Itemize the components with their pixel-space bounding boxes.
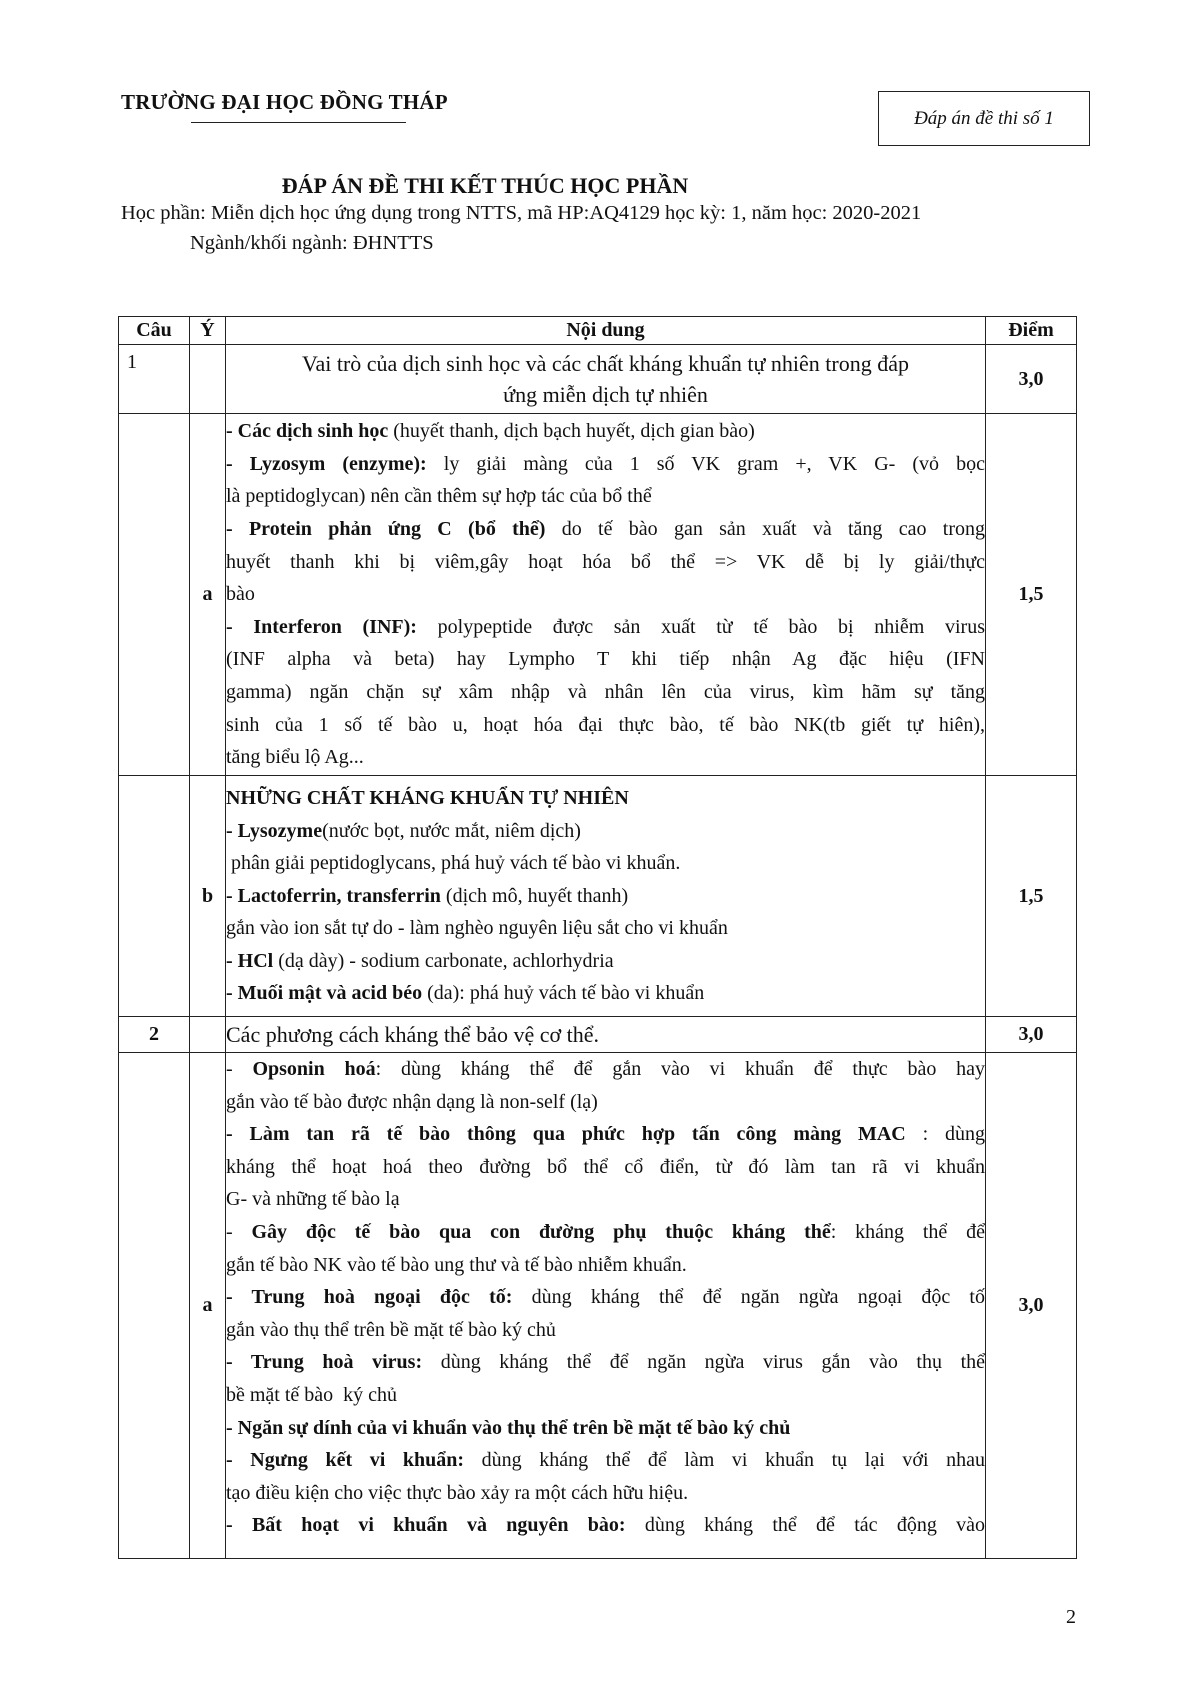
exam-code: Đáp án đề thi số 1 <box>914 107 1054 129</box>
answer-line <box>226 977 985 1010</box>
question-title-line: ứng miễn dịch tự nhiên <box>503 382 708 407</box>
bold-term: - Bất hoạt vi khuẩn và nguyên bào: <box>226 1514 626 1537</box>
answer-content <box>226 1053 986 1559</box>
question-title <box>226 345 986 414</box>
answer-line <box>226 1477 985 1510</box>
score: 3,0 <box>986 1017 1077 1053</box>
header-diem: Điểm <box>986 317 1077 345</box>
major-info: Ngành/khối ngành: ĐHNTTS <box>190 232 434 254</box>
answer-text: do tế bào gan sản xuất và tăng cao trong <box>545 518 986 541</box>
bold-term: - Lysozyme <box>226 819 323 842</box>
answer-line <box>226 782 985 815</box>
answer-text: tăng biểu lộ Ag... <box>226 746 364 769</box>
answer-text: huyết thanh khi bị viêm,gây hoạt hóa bổ thể => VK dễ bị ly giải/thực <box>226 550 985 573</box>
exam-code-box <box>878 91 1090 146</box>
course-info: Học phần: Miễn dịch học ứng dụng trong NTTS, mã HP:AQ4129 học kỳ: 1, năm học: 2020-2021 <box>121 202 922 224</box>
answer-line <box>226 480 985 513</box>
answer-line <box>226 1216 985 1249</box>
answer-line <box>226 1314 985 1347</box>
answer-line <box>226 741 985 774</box>
sub-item: a <box>190 1053 226 1559</box>
answer-line <box>226 1086 985 1119</box>
answer-text: (INF alpha và beta) hay Lympho T khi tiếp nhận Ag đặc hiệu (IFN <box>226 648 985 671</box>
answer-line <box>226 676 985 709</box>
page-number: 2 <box>1066 1606 1076 1628</box>
question-number <box>119 414 190 776</box>
table-row-1b <box>119 776 1077 1017</box>
answer-text: : dùng <box>905 1123 985 1146</box>
answer-text: kháng thể hoạt hoá theo đường bổ thể cổ điển, từ đó làm tan rã vi khuẩn <box>226 1155 985 1178</box>
answer-table <box>118 316 1077 1559</box>
answer-text: (huyết thanh, dịch bạch huyết, dịch gian bào) <box>388 420 755 443</box>
answer-line <box>226 1412 985 1445</box>
answer-line <box>226 847 985 880</box>
bold-term: - HCl <box>226 949 274 972</box>
answer-text: gắn vào ion sắt tự do - làm nghèo nguyên liệu sắt cho vi khuẩn <box>226 917 728 940</box>
school-name: TRƯỜNG ĐẠI HỌC ĐỒNG THÁP <box>121 90 448 114</box>
sub-item: b <box>190 776 226 1017</box>
answer-text: : dùng kháng thể để gắn vào vi khuẩn để thực bào hay <box>375 1058 985 1080</box>
bold-term: - Trung hoà ngoại độc tố: <box>226 1286 513 1309</box>
bold-term: - Làm tan rã tế bào thông qua phức hợp tấn công màng MAC <box>226 1123 906 1146</box>
score: 3,0 <box>986 345 1077 414</box>
answer-line <box>226 1346 985 1379</box>
answer-line <box>226 880 985 913</box>
sub-item <box>190 345 226 414</box>
question-number: 1 <box>119 345 190 414</box>
answer-text: tạo điều kiện cho việc thực bào xảy ra một cách hữu hiệu. <box>226 1481 689 1504</box>
answer-text: dùng kháng thể để tác động vào <box>625 1514 986 1537</box>
answer-line <box>226 709 985 742</box>
answer-line <box>226 611 985 644</box>
bold-term: - Trung hoà virus: <box>226 1351 423 1374</box>
header-noi-dung: Nội dung <box>226 317 986 345</box>
answer-text: - <box>226 1058 253 1080</box>
answer-line <box>226 1183 985 1216</box>
score: 3,0 <box>986 1053 1077 1559</box>
question-number: 2 <box>119 1017 190 1053</box>
question-number <box>119 776 190 1017</box>
question-title-line: Vai trò của dịch sinh học và các chất kháng khuẩn tự nhiên trong đáp <box>302 351 909 376</box>
answer-text: (dịch mô, huyết thanh) <box>440 884 629 907</box>
answer-line <box>226 1509 985 1542</box>
answer-line <box>226 1379 985 1412</box>
table-row-question-2 <box>119 1017 1077 1053</box>
score: 1,5 <box>986 776 1077 1017</box>
answer-line <box>226 546 985 579</box>
answer-text: gắn vào tế bào được nhận dạng là non-self (lạ) <box>226 1090 598 1113</box>
header-cau: Câu <box>119 317 190 345</box>
answer-text: G- và những tế bào lạ <box>226 1188 400 1211</box>
answer-line <box>226 945 985 978</box>
answer-line <box>226 815 985 848</box>
answer-text: (dạ dày) - sodium carbonate, achlorhydria <box>273 949 614 972</box>
answer-text: ly giải màng của 1 số VK gram +, VK G- (vỏ bọc <box>426 452 985 475</box>
answer-text: dùng kháng thể để làm vi khuẩn tụ lại với nhau <box>464 1449 985 1472</box>
sub-item: a <box>190 414 226 776</box>
bold-term: - Ngăn sự dính của vi khuẩn vào thụ thể trên bề mặt tế bào ký chủ <box>226 1416 791 1439</box>
bold-term: - Lactoferrin, transferrin <box>226 884 441 907</box>
table-header-row <box>119 317 1077 345</box>
header-y: Ý <box>190 317 226 345</box>
bold-term: - Interferon (INF): <box>226 615 417 638</box>
answer-text: gắn vào thụ thể trên bề mặt tế bào ký chủ <box>226 1318 556 1341</box>
bold-term: Opsonin hoá <box>252 1058 376 1080</box>
answer-text: gamma) ngăn chặn sự xâm nhập và nhân lên của virus, kìm hãm sự tăng <box>226 680 985 703</box>
bold-term: - Lyzosym (enzyme): <box>226 452 427 475</box>
question-number <box>119 1053 190 1559</box>
bold-term: NHỮNG CHẤT KHÁNG KHUẨN TỰ NHIÊN <box>226 786 629 809</box>
answer-line <box>226 578 985 611</box>
question-title: Các phương cách kháng thể bảo vệ cơ thể. <box>226 1017 986 1053</box>
table-row-2a <box>119 1053 1077 1559</box>
answer-text: sinh của 1 số tế bào u, hoạt hóa đại thực bào, tế bào NK(tb giết tự hiên), <box>226 713 985 736</box>
sub-item <box>190 1017 226 1053</box>
bold-term: - Ngưng kết vi khuẩn: <box>226 1449 465 1472</box>
answer-line <box>226 1151 985 1184</box>
answer-line <box>226 1053 985 1086</box>
answer-line <box>226 1444 985 1477</box>
answer-text: dùng kháng thể để ngăn ngừa virus gắn vào thụ thể <box>422 1351 986 1374</box>
answer-text: là peptidoglycan) nên cần thêm sự hợp tác của bổ thể <box>226 485 652 508</box>
document-title: ĐÁP ÁN ĐỀ THI KẾT THÚC HỌC PHẦN <box>281 173 689 198</box>
answer-text: (nước bọt, nước mắt, niêm dịch) <box>322 819 581 842</box>
answer-line <box>226 643 985 676</box>
answer-text: gắn tế bào NK vào tế bào ung thư và tế bào nhiễm khuẩn. <box>226 1253 687 1276</box>
answer-text: (da): phá huỷ vách tế bào vi khuẩn <box>422 982 705 1005</box>
answer-line <box>226 912 985 945</box>
answer-text: bề mặt tế bào ký chủ <box>226 1383 398 1406</box>
answer-line <box>226 1281 985 1314</box>
bold-term: - Các dịch sinh học <box>226 420 389 443</box>
answer-line <box>226 415 985 448</box>
answer-line <box>226 513 985 546</box>
bold-term: - Protein phản ứng C (bổ thể) <box>226 518 546 541</box>
bold-term: Gây độc tế bào qua con đường phụ thuộc kháng thể <box>251 1220 831 1243</box>
bold-term: - Muối mật và acid béo <box>226 982 423 1005</box>
table-row-question-1 <box>119 345 1077 414</box>
answer-text: dùng kháng thể để ngăn ngừa ngoại độc tố <box>512 1286 985 1309</box>
score: 1,5 <box>986 414 1077 776</box>
table-row-1a <box>119 414 1077 776</box>
answer-content <box>226 414 986 776</box>
answer-text: - <box>226 1220 252 1243</box>
answer-text: bào <box>226 583 255 606</box>
answer-line <box>226 448 985 481</box>
answer-text: polypeptide được sản xuất từ tế bào bị nhiễm virus <box>416 615 985 638</box>
answer-text: phân giải peptidoglycans, phá huỷ vách tế bào vi khuẩn. <box>226 852 681 875</box>
school-underline <box>191 122 406 123</box>
answer-content <box>226 776 986 1017</box>
answer-text: : kháng thể để <box>830 1220 985 1243</box>
answer-line <box>226 1249 985 1282</box>
answer-line <box>226 1118 985 1151</box>
